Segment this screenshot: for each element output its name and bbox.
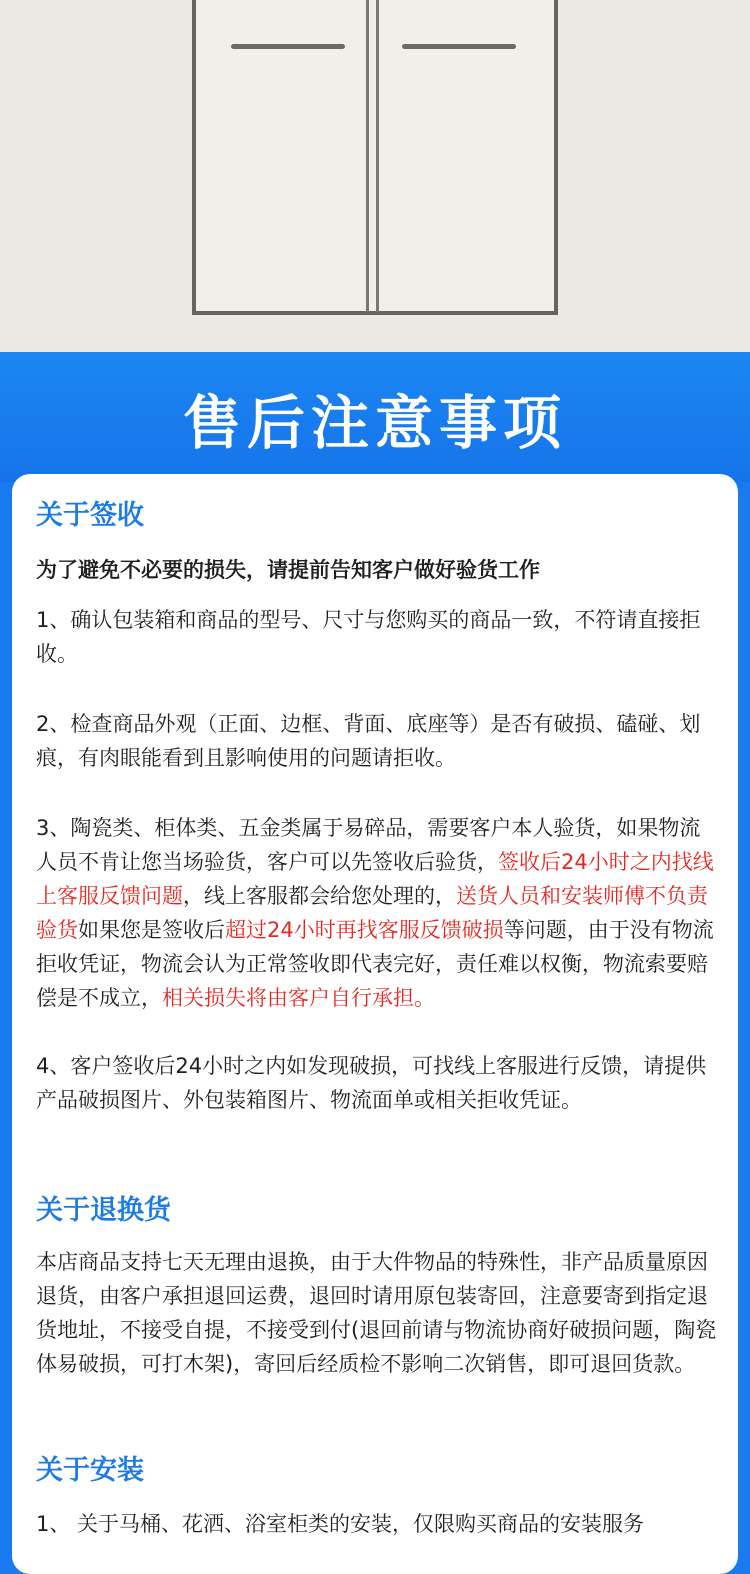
section-heading-returns: 关于退换货 — [36, 1195, 171, 1226]
door-panel-edge — [376, 0, 379, 312]
signing-item-3-highlight: 相关损失将由客户自行承担。 — [162, 986, 435, 1010]
door-handle-right — [402, 44, 516, 49]
signing-item-3-highlight: 超过24小时再找客服反馈破损 — [225, 918, 504, 942]
door-handle-left — [231, 44, 345, 49]
signing-item-3-text: 如果您是签收后 — [78, 918, 225, 942]
returns-text: 本店商品支持七天无理由退换，由于大件物品的特殊性，非产品质量原因退货，由客户承担退回运费，退回时请用原包装寄回，注意要寄到指定退货地址，不接受自提，不接受到付(退回前请与物流协商好破损问题，陶瓷体易破损，可打木架)，寄回后经质检不影响二次销售，即可退回货款。 — [36, 1250, 717, 1376]
section-heading-signing: 关于签收 — [36, 500, 144, 531]
section-heading-install: 关于安装 — [36, 1455, 144, 1486]
signing-item-3 — [36, 811, 720, 1015]
signing-item-2: 2、检查商品外观（正面、边框、背面、底座等）是否有破损、磕碰、划痕，有肉眼能看到且影响使用的问题请拒收。 — [36, 712, 701, 770]
signing-item-4: 4、客户签收后24小时之内如发现破损，可找线上客服进行反馈，请提供产品破损图片、外包装箱图片、物流面单或相关拒收凭证。 — [36, 1054, 707, 1112]
signing-intro: 为了避免不必要的损失，请提前告知客户做好验货工作 — [36, 558, 540, 582]
door-panel-edge — [366, 0, 369, 312]
signing-item-1: 1、确认包装箱和商品的型号、尺寸与您购买的商品一致，不符请直接拒收。 — [36, 608, 701, 666]
install-item-1: 1、 关于马桶、花洒、浴室柜类的安装，仅限购买商品的安装服务 — [36, 1512, 645, 1536]
signing-item-3-highlight: 送货人员和安装师傅不负责验货 — [36, 884, 708, 942]
page-title: 售后注意事项 — [182, 389, 567, 457]
product-photo — [0, 0, 750, 352]
signing-item-3-text: 3、陶瓷类、柜体类、五金类属于易碎品，需要客户本人验货，如果物流人员不肯让您当场验货，客户可以先签收后验货， — [36, 816, 701, 874]
signing-item-3-text: 等问题，由于没有物流拒收凭证，物流会认为正常签收即代表完好，责任难以权衡，物流索要赔偿是不成立， — [36, 918, 714, 1010]
signing-item-3-text: ，线上客服都会给您处理的， — [183, 884, 456, 908]
signing-item-3-highlight: 签收后24小时之内找线上客服反馈问题 — [36, 850, 714, 908]
